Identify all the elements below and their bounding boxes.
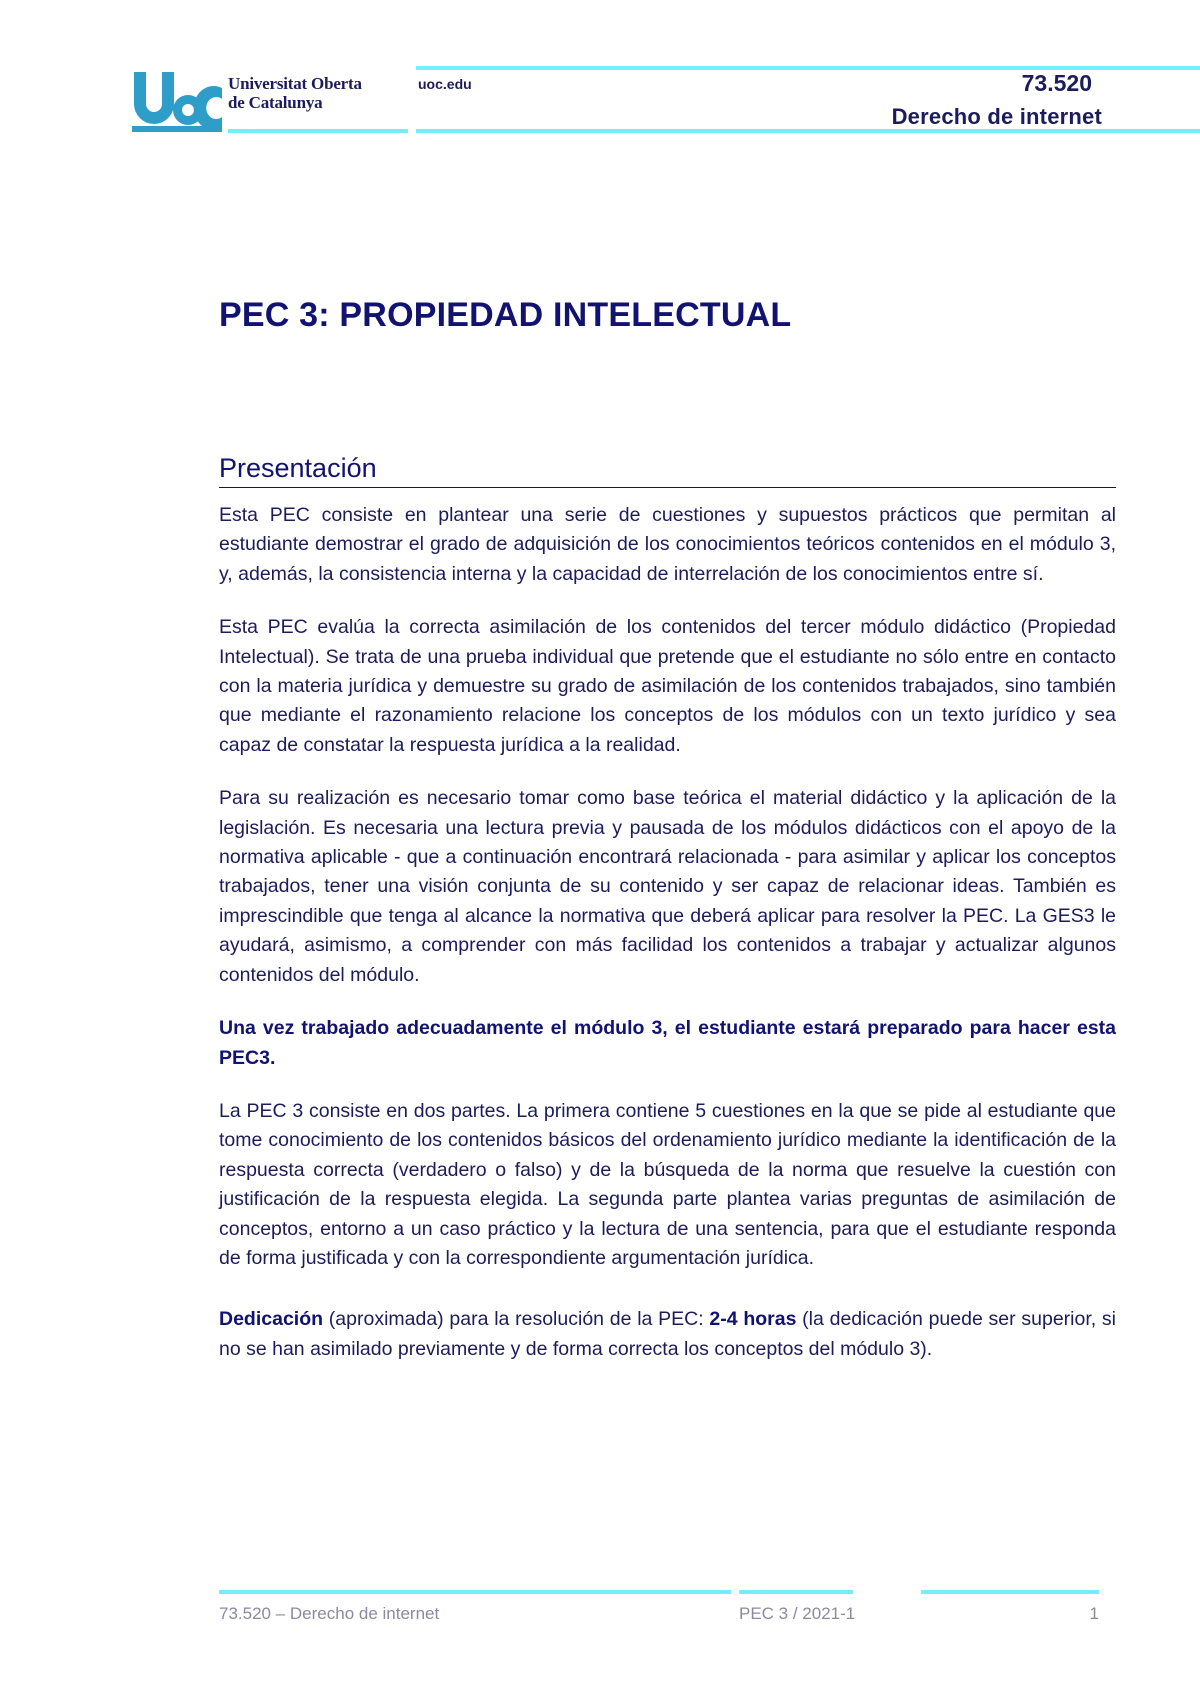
page-footer bbox=[219, 1590, 1099, 1630]
paragraph-2: Esta PEC evalúa la correcta asimilación de los contenidos del tercer módulo didáctico (Propiedad Intelectual). Se trata de una prueba individual que pretende que el estudiante no sólo entre en contacto con la materia jurídica y demuestre su grado de asimilación de los contenidos trabajados, sino también que mediante el razonamiento relacione los conceptos de los módulos con un texto jurídico y sea capaz de constatar la respuesta jurídica a la realidad. bbox=[219, 616, 1116, 756]
document-body bbox=[219, 501, 1116, 1364]
footer-rule-1 bbox=[219, 1590, 731, 1594]
uoc-logo bbox=[132, 70, 222, 132]
footer-rule-2 bbox=[739, 1590, 853, 1594]
course-name: Derecho de internet bbox=[891, 104, 1102, 129]
footer-course: 73.520 – Derecho de internet bbox=[219, 1604, 440, 1623]
dedicacion-text-a: (aproximada) para la resolución de la PEC: bbox=[323, 1308, 710, 1331]
dedicacion-label: Dedicación bbox=[219, 1308, 324, 1331]
university-name bbox=[228, 74, 362, 112]
header-rule-bottom-left bbox=[228, 129, 408, 133]
section-heading-presentacion: Presentación bbox=[219, 453, 1116, 488]
university-name-line2: de Catalunya bbox=[228, 93, 323, 112]
course-code: 73.520 bbox=[1021, 70, 1092, 96]
document-title: PEC 3: PROPIEDAD INTELECTUAL bbox=[219, 296, 792, 334]
website-link[interactable]: uoc.edu bbox=[418, 76, 472, 92]
paragraph-1: Esta PEC consiste en plantear una serie de cuestiones y supuestos prácticos que permitan al estudiante demostrar el grado de adquisición de los conocimientos teóricos contenidos en el módulo 3, y, además, la consistencia interna y la capacidad de interrelación de los conocimientos entre sí. bbox=[219, 504, 1116, 585]
page-header bbox=[132, 66, 1112, 136]
paragraph-3: Para su realización es necesario tomar como base teórica el material didáctico y la aplicación de la legislación. Es necesaria una lectura previa y pausada de los módulos didácticos con el apoyo de la normativa aplicable - que a continuación encontrará relacionada - para asimilar y aplicar los conceptos trabajados, tener una visión conjunta de su contenido y ser capaz de relacionar ideas. También es imprescindible que tenga al alcance la normativa que deberá aplicar para resolver la PEC. La GES3 le ayudará, asimismo, a comprender con más facilidad los contenidos a trabajar y actualizar algunos contenidos del módulo. bbox=[219, 787, 1116, 986]
footer-rule-3 bbox=[921, 1590, 1099, 1594]
university-name-line1: Universitat Oberta bbox=[228, 74, 362, 93]
header-rule-bottom-right bbox=[416, 129, 1200, 133]
dedicacion-text-b: (la dedicación puede ser superior, si no se han asimilado previamente y de forma correcta los conceptos del módulo 3). bbox=[219, 1308, 1117, 1360]
paragraph-6-dedicacion bbox=[219, 1305, 1116, 1364]
footer-pec-term: PEC 3 / 2021-1 bbox=[739, 1604, 856, 1623]
footer-page-number: 1 bbox=[1089, 1604, 1099, 1623]
paragraph-4-bold: Una vez trabajado adecuadamente el módulo 3, el estudiante estará preparado para hacer esta PEC3. bbox=[219, 1017, 1116, 1069]
dedicacion-hours: 2-4 horas bbox=[709, 1308, 797, 1331]
paragraph-5: La PEC 3 consiste en dos partes. La primera contiene 5 cuestiones en la que se pide al estudiante que tome conocimiento de los contenidos básicos del ordenamiento jurídico mediante la identificación de la respuesta correcta (verdadero o falso) y de la búsqueda de la norma que resuelve la cuestión con justificación de la respuesta elegida. La segunda parte plantea varias preguntas de asimilación de conceptos, entorno a un caso práctico y la lectura de una sentencia, para que el estudiante responda de forma justificada y con la correspondiente argumentación jurídica. bbox=[219, 1099, 1116, 1269]
header-rule-top bbox=[416, 66, 1200, 70]
